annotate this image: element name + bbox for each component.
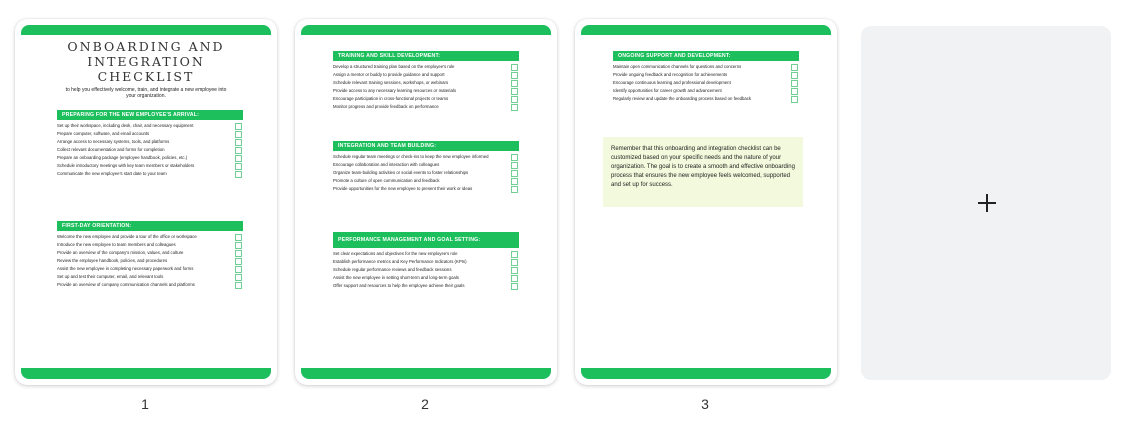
- checkbox-icon: [511, 64, 518, 71]
- page-thumbnail-3[interactable]: [575, 19, 837, 385]
- page-thumbnail-1[interactable]: [15, 19, 277, 385]
- checklist-item: [333, 267, 519, 272]
- checklist-item: [57, 155, 243, 160]
- section-heading: ONGOING SUPPORT AND DEVELOPMENT:: [613, 51, 799, 61]
- section-heading: FIRST-DAY ORIENTATION:: [57, 221, 243, 231]
- checkbox-icon: [791, 96, 798, 103]
- page-number: 3: [701, 396, 709, 412]
- checkbox-icon: [511, 162, 518, 169]
- page-preview: [581, 25, 831, 379]
- checklist-item: [333, 186, 519, 191]
- checklist-item-text: Develop a structured training plan based on the employee's role: [333, 64, 455, 69]
- checklist-item-text: Encourage collaboration and interaction with colleagues: [333, 162, 440, 167]
- checklist-items: [57, 123, 243, 176]
- checkbox-icon: [235, 282, 242, 289]
- checklist-item: [613, 96, 799, 101]
- checkbox-icon: [511, 267, 518, 274]
- checklist-item: [613, 64, 799, 69]
- add-page-button[interactable]: [861, 26, 1111, 380]
- checkbox-icon: [511, 186, 518, 193]
- checkbox-icon: [511, 283, 518, 290]
- checklist-section: [333, 141, 519, 191]
- checklist-item-text: Organize team-building activities or social events to foster relationships: [333, 170, 469, 175]
- checklist-item: [613, 80, 799, 85]
- checklist-item-text: Prepare an onboarding package (employee handbook, policies, etc.): [57, 155, 188, 160]
- checkbox-icon: [235, 171, 242, 178]
- checklist-item-text: Provide an overview of the company's mission, values, and culture: [57, 250, 184, 255]
- checklist-item: [57, 123, 243, 128]
- checklist-item-text: Schedule introductory meetings with key team members or stakeholders: [57, 163, 195, 168]
- checkbox-icon: [791, 80, 798, 87]
- checklist-item-text: Maintain open communication channels for questions and concerns: [613, 64, 742, 69]
- checkbox-icon: [511, 88, 518, 95]
- checklist-section: [57, 221, 243, 287]
- checklist-item: [57, 258, 243, 263]
- checkbox-icon: [511, 154, 518, 161]
- checkbox-icon: [511, 80, 518, 87]
- checklist-item: [57, 266, 243, 271]
- checkbox-icon: [791, 72, 798, 79]
- bottom-band: [301, 368, 551, 379]
- checkbox-icon: [235, 250, 242, 257]
- section-heading: TRAINING AND SKILL DEVELOPMENT:: [333, 51, 519, 61]
- checklist-item-text: Provide an overview of company communication channels and platforms: [57, 282, 195, 287]
- checklist-item-text: Assist the new employee in setting short-term and long-term goals: [333, 275, 459, 280]
- top-band: [581, 25, 831, 35]
- checklist-item-text: Provide access to any necessary learning resources or materials: [333, 88, 456, 93]
- bottom-band: [21, 368, 271, 379]
- checkbox-icon: [791, 64, 798, 71]
- checklist-item-text: Assign a mentor or buddy to provide guidance and support: [333, 72, 445, 77]
- checklist-item-text: Establish performance metrics and Key Performance Indicators (KPIs): [333, 259, 467, 264]
- checklist-item-text: Schedule regular team meetings or check-ins to keep the new employee informed: [333, 154, 489, 159]
- checklist-item-text: Identify opportunities for career growth and advancement: [613, 88, 722, 93]
- checklist-item: [57, 234, 243, 239]
- checkbox-icon: [511, 178, 518, 185]
- checklist-item-text: Prepare computer, software, and email accounts: [57, 131, 150, 136]
- top-band: [21, 25, 271, 35]
- checklist-section: [333, 51, 519, 109]
- section-heading: INTEGRATION AND TEAM BUILDING:: [333, 141, 519, 151]
- checklist-item-text: Regularly review and update the onboarding process based on feedback: [613, 96, 752, 101]
- checklist-item: [333, 259, 519, 264]
- checkbox-icon: [511, 275, 518, 282]
- checkbox-icon: [235, 131, 242, 138]
- checklist-item-text: Communicate the new employee's start date to your team: [57, 171, 167, 176]
- page-thumbnail-2[interactable]: [295, 19, 557, 385]
- checklist-item-text: Schedule regular performance reviews and feedback sessions: [333, 267, 452, 272]
- checklist-item-text: Promote a culture of open communication and feedback: [333, 178, 440, 183]
- bottom-band: [581, 368, 831, 379]
- checklist-item: [333, 275, 519, 280]
- checkbox-icon: [235, 258, 242, 265]
- checklist-item: [333, 251, 519, 256]
- checklist-item-text: Set clear expectations and objectives for the new employee's role: [333, 251, 458, 256]
- document-subtitle: to help you effectively welcome, train, and integrate a new employee into your organization.: [65, 87, 227, 99]
- checklist-item: [333, 64, 519, 69]
- checkbox-icon: [511, 251, 518, 258]
- checklist-item: [57, 274, 243, 279]
- checklist-item-text: Assist the new employee in completing necessary paperwork and forms: [57, 266, 194, 271]
- top-band: [301, 25, 551, 35]
- checkbox-icon: [511, 72, 518, 79]
- checklist-item: [57, 139, 243, 144]
- checklist-item: [333, 178, 519, 183]
- checklist-item: [57, 147, 243, 152]
- checklist-item: [333, 80, 519, 85]
- checklist-items: [333, 251, 519, 288]
- document-title: ONBOARDING AND INTEGRATION CHECKLIST: [67, 39, 225, 84]
- checkbox-icon: [235, 147, 242, 154]
- checklist-item: [613, 72, 799, 77]
- checklist-item-text: Encourage participation in cross-functional projects or teams: [333, 96, 449, 101]
- checkbox-icon: [511, 170, 518, 177]
- page-number: 2: [421, 396, 429, 412]
- checkbox-icon: [511, 96, 518, 103]
- section-heading: PREPARING FOR THE NEW EMPLOYEE'S ARRIVAL:: [57, 110, 243, 120]
- checklist-item: [57, 171, 243, 176]
- checklist-item: [613, 88, 799, 93]
- checkbox-icon: [235, 139, 242, 146]
- checklist-item: [333, 170, 519, 175]
- checklist-item: [333, 104, 519, 109]
- checkbox-icon: [791, 88, 798, 95]
- checklist-item-text: Collect relevant documentation and forms for completion: [57, 147, 165, 152]
- checklist-item: [333, 96, 519, 101]
- checklist-section: [613, 51, 799, 101]
- checklist-item: [57, 282, 243, 287]
- checkbox-icon: [235, 266, 242, 273]
- checklist-item: [333, 72, 519, 77]
- checklist-item-text: Encourage continuous learning and professional development: [613, 80, 731, 85]
- note-box: Remember that this onboarding and integration checklist can be customized based on your specific needs and the nature of your organization. The goal is to create a smooth and effective onboarding process that ensures the new employee feels welcomed, supported and set up for success.: [603, 137, 803, 207]
- page-preview: [301, 25, 551, 379]
- checklist-item: [57, 163, 243, 168]
- checklist-section: [57, 110, 243, 176]
- checklist-item-text: Arrange access to necessary systems, tools, and platforms: [57, 139, 170, 144]
- checkbox-icon: [235, 163, 242, 170]
- checklist-item-text: Set up their workspace, including desk, chair, and necessary equipment: [57, 123, 194, 128]
- checkbox-icon: [235, 155, 242, 162]
- checkbox-icon: [235, 242, 242, 249]
- checklist-items: [333, 64, 519, 109]
- checklist-item: [333, 283, 519, 288]
- checklist-item-text: Monitor progress and provide feedback on performance: [333, 104, 439, 109]
- checklist-items: [613, 64, 799, 101]
- checklist-item: [333, 154, 519, 159]
- checklist-items: [333, 154, 519, 191]
- checkbox-icon: [511, 259, 518, 266]
- page-number: 1: [141, 396, 149, 412]
- checkbox-icon: [235, 274, 242, 281]
- checklist-item: [333, 88, 519, 93]
- checklist-item: [57, 250, 243, 255]
- checklist-item-text: Introduce the new employee to team members and colleagues: [57, 242, 176, 247]
- checklist-item-text: Provide ongoing feedback and recognition for achievements: [613, 72, 728, 77]
- checklist-item-text: Schedule relevant training sessions, workshops, or webinars: [333, 80, 449, 85]
- checkbox-icon: [235, 234, 242, 241]
- checkbox-icon: [235, 123, 242, 130]
- checklist-items: [57, 234, 243, 287]
- checklist-item: [57, 131, 243, 136]
- checklist-item-text: Offer support and resources to help the employee achieve their goals: [333, 283, 465, 288]
- checklist-section: [333, 232, 519, 288]
- checklist-item-text: Provide opportunities for the new employee to present their work or ideas: [333, 186, 473, 191]
- checklist-item: [57, 242, 243, 247]
- checklist-item-text: Welcome the new employee and provide a tour of the office or workspace: [57, 234, 197, 239]
- checklist-item-text: Review the employee handbook, policies, and procedures: [57, 258, 168, 263]
- section-heading: PERFORMANCE MANAGEMENT AND GOAL SETTING:: [333, 232, 519, 248]
- checkbox-icon: [511, 104, 518, 111]
- page-preview: [21, 25, 271, 379]
- checklist-item-text: Set up and test their computer, email, and relevant tools: [57, 274, 164, 279]
- checklist-item: [333, 162, 519, 167]
